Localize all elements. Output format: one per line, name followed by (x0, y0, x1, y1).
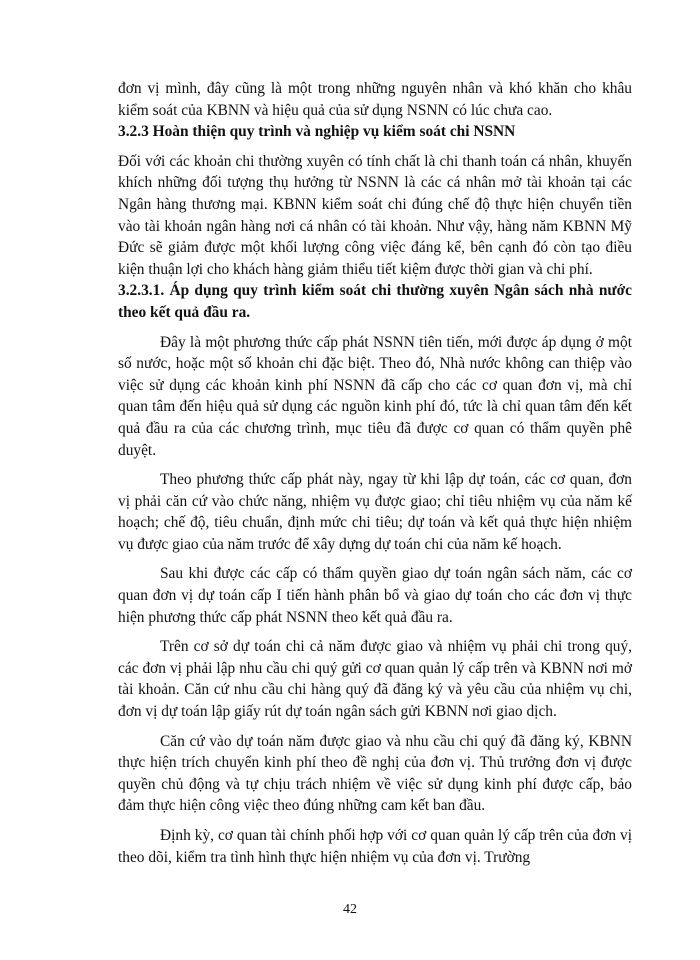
paragraph-continuation: đơn vị mình, đây cũng là một trong những nguyên nhân và khó khăn cho khâu kiểm soát của KBNN và hiệu quả của sử dụng NSNN có lúc chưa cao. (118, 80, 632, 119)
paragraph: Trên cơ sở dự toán chi cả năm được giao và nhiệm vụ phải chi trong quý, các đơn vị phải lập nhu cầu chi quý gửi cơ quan quản lý cấp trên và KBNN nơi mở tài khoản. Căn cứ nhu cầu chi hàng quý đã đăng ký và yêu cầu của nhiệm vụ chi, đơn vị dự toán lập giấy rút dự toán ngân sách gửi KBNN nơi giao dịch. (118, 638, 632, 721)
paragraph: Định kỳ, cơ quan tài chính phối hợp với cơ quan quản lý cấp trên của đơn vị theo dõi, kiểm tra tình hình thực hiện nhiệm vụ của đơn vị. Trường (118, 827, 632, 866)
paragraph: Sau khi được các cấp có thẩm quyền giao dự toán ngân sách năm, các cơ quan đơn vị dự toán cấp I tiến hành phân bổ và giao dự toán cho các đơn vị thực hiện phương thức cấp phát NSNN theo kết quả đầu ra. (118, 565, 632, 626)
subsection-heading-3-2-3-1: 3.2.3.1. Áp dụng quy trình kiểm soát chi thường xuyên Ngân sách nhà nước theo kết quả đầu ra. (118, 282, 632, 321)
paragraph: Căn cứ vào dự toán năm được giao và nhu cầu chi quý đã đăng ký, KBNN thực hiện trích chuyển kinh phí theo đề nghị của đơn vị. Thủ trưởng đơn vị được quyền chủ động và tự chịu trách nhiệm về việc sử dụng kinh phí được cấp, bảo đảm thực hiện công việc theo đúng những cam kết ban đầu. (118, 732, 632, 815)
document-body (118, 78, 632, 868)
paragraph: Theo phương thức cấp phát này, ngay từ khi lập dự toán, các cơ quan, đơn vị phải căn cứ vào chức năng, nhiệm vụ được giao; chỉ tiêu nhiệm vụ của năm kế hoạch; chế độ, tiêu chuẩn, định mức chi tiêu; dự toán và kết quả thực hiện nhiệm vụ được giao của năm trước để xây dựng dự toán chi của năm kế hoạch. (118, 471, 632, 553)
page-number: 42 (343, 902, 357, 917)
section-heading-3-2-3: 3.2.3 Hoàn thiện quy trình và nghiệp vụ kiểm soát chi NSNN (118, 123, 516, 141)
paragraph: Đây là một phương thức cấp phát NSNN tiên tiến, mới được áp dụng ở một số nước, hoặc một số khoản chi đặc biệt. Theo đó, Nhà nước không can thiệp vào việc sử dụng các khoản kinh phí NSNN đã cấp cho các cơ quan đơn vị, mà chỉ quan tâm đến hiệu quả sử dụng các nguồn kinh phí đó, tức là chỉ quan tâm đến kết quả đầu ra của các chương trình, mục tiêu đã được cơ quan có thẩm quyền phê duyệt. (118, 333, 632, 459)
paragraph: Đối với các khoản chi thường xuyên có tính chất là chi thanh toán cá nhân, khuyến khích những đối tượng thụ hưởng từ NSNN là các cá nhân mở tài khoản tại các Ngân hàng thương mại. KBNN kiểm soát chi đúng chế độ thực hiện chuyển tiền vào tài khoản ngân hàng nơi cá nhân có tài khoản. Như vậy, hàng năm KBNN Mỹ Đức sẽ giảm được một khối lượng công việc đáng kể, bên cạnh đó còn tạo điều kiện thuận lợi cho khách hàng giảm thiểu tiết kiệm được thời gian và chi phí. (118, 152, 632, 278)
